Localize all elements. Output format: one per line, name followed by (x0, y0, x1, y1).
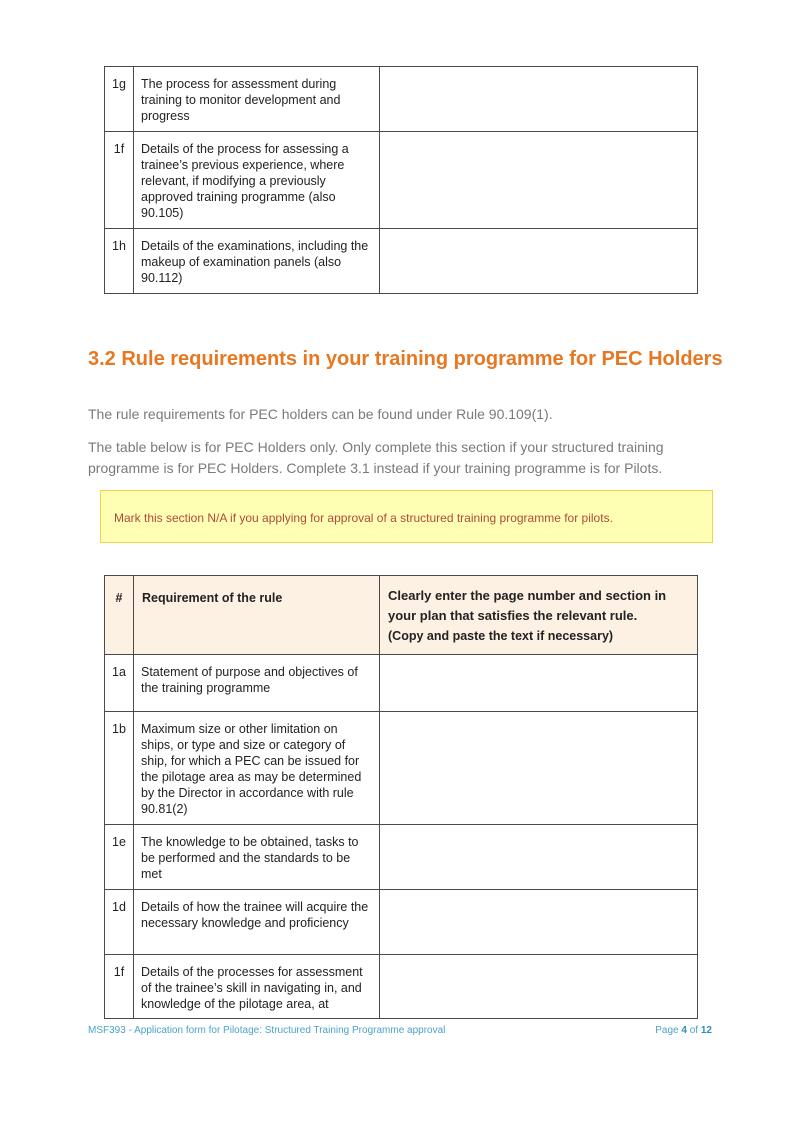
footer-form-title: MSF393 - Application form for Pilotage: Structured Training Programme approval (88, 1025, 446, 1036)
row-requirement: Statement of purpose and objectives of the training programme (134, 655, 380, 712)
row-number: 1b (105, 712, 134, 825)
row-answer-cell[interactable] (380, 67, 698, 132)
row-requirement: Details of how the trainee will acquire the necessary knowledge and proficiency (134, 890, 380, 955)
page-label: Page (655, 1025, 679, 1036)
footer-page-number (655, 1025, 712, 1037)
pec-requirements-table (104, 575, 698, 1019)
intro-paragraph: The rule requirements for PEC holders can be found under Rule 90.109(1). (88, 406, 553, 422)
table-row (105, 655, 698, 712)
row-number: 1f (105, 132, 134, 229)
row-number: 1f (105, 955, 134, 1019)
table-header-row (105, 576, 698, 655)
table-row (105, 890, 698, 955)
row-number: 1d (105, 890, 134, 955)
section-title: 3.2 Rule requirements in your training programme for PEC Holders (88, 348, 723, 370)
row-number: 1a (105, 655, 134, 712)
table-row (105, 825, 698, 890)
page-current: 4 (681, 1025, 687, 1036)
row-requirement: The knowledge to be obtained, tasks to be performed and the standards to be met (134, 825, 380, 890)
row-answer-cell[interactable] (380, 655, 698, 712)
page-of: of (689, 1025, 699, 1036)
table-row (105, 712, 698, 825)
row-number: 1g (105, 67, 134, 132)
row-requirement: Details of the processes for assessment of the trainee’s skill in navigating in, and knowledge of the pilotage area, at (134, 955, 380, 1019)
row-requirement: Maximum size or other limitation on ships, or type and size or category of ship, for which a PEC can be issued for the pilotage area as may be determined by the Director in accordance with rule 90.81(2) (134, 712, 380, 825)
row-answer-cell[interactable] (380, 825, 698, 890)
row-number: 1e (105, 825, 134, 890)
header-answer-sub: (Copy and paste the text if necessary) (388, 629, 614, 643)
header-answer (380, 576, 698, 655)
header-requirement: Requirement of the rule (134, 576, 380, 655)
page-total: 12 (700, 1025, 712, 1036)
header-number: # (105, 576, 134, 655)
table-row (105, 67, 698, 132)
row-answer-cell[interactable] (380, 890, 698, 955)
row-requirement: Details of the process for assessing a trainee’s previous experience, where relevant, if modifying a previously approved training programme (also 90.105) (134, 132, 380, 229)
row-requirement: The process for assessment during training to monitor development and progress (134, 67, 380, 132)
row-answer-cell[interactable] (380, 229, 698, 294)
table-row (105, 229, 698, 294)
header-answer-main: Clearly enter the page number and section in your plan that satisfies the relevant rule. (388, 588, 667, 623)
table-row (105, 132, 698, 229)
notice-text: Mark this section N/A if you applying for approval of a structured training programme for pilots. (114, 511, 613, 525)
row-answer-cell[interactable] (380, 955, 698, 1019)
row-number: 1h (105, 229, 134, 294)
requirements-table-continued (104, 66, 698, 294)
notice-box (100, 490, 713, 543)
table-row (105, 955, 698, 1019)
instruction-paragraph: The table below is for PEC Holders only. Only complete this section if your structured training programme is for PEC Holders. Complete 3.1 instead if your training programme is for Pilots. (88, 439, 664, 476)
row-requirement: Details of the examinations, including the makeup of examination panels (also 90.112) (134, 229, 380, 294)
row-answer-cell[interactable] (380, 712, 698, 825)
row-answer-cell[interactable] (380, 132, 698, 229)
